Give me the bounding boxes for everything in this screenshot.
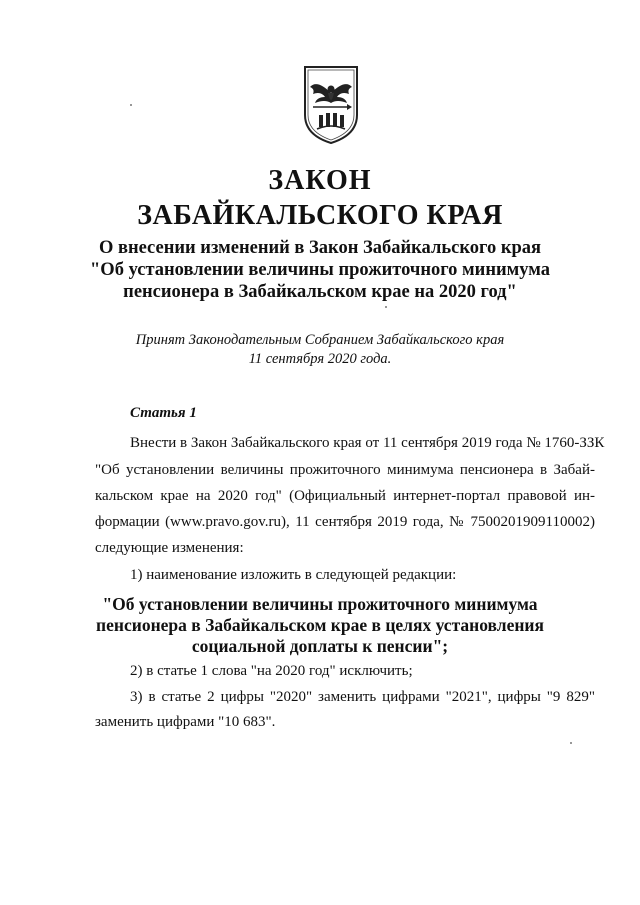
scan-speck bbox=[570, 742, 572, 744]
coat-of-arms-icon bbox=[299, 63, 363, 145]
article-text-line: формации (www.pravo.gov.ru), 11 сентября 2019 года, № 7500201909110002) bbox=[95, 514, 595, 530]
article-text-line: 2) в статье 1 слова "на 2020 год" исключить; bbox=[130, 663, 413, 679]
article-text-line: 1) наименование изложить в следующей редакции: bbox=[130, 567, 457, 583]
new-title-quote: пенсионера в Забайкальском крае в целях установления bbox=[96, 615, 544, 635]
new-title-quote: "Об установлении величины прожиточного минимума bbox=[102, 594, 538, 614]
region-title: ЗАБАЙКАЛЬСКОГО КРАЯ bbox=[137, 200, 503, 231]
subtitle-line: О внесении изменений в Закон Забайкальского края bbox=[98, 238, 542, 258]
adoption-date: 11 сентября 2020 года. bbox=[248, 351, 392, 367]
article-heading: Статья 1 bbox=[130, 405, 197, 421]
article-text-line: "Об установлении величины прожиточного минимума пенсионера в Забай- bbox=[95, 462, 595, 478]
article-text-line: кальском крае на 2020 год" (Официальный интернет-портал правовой ин- bbox=[95, 488, 595, 504]
article-text-line: 3) в статье 2 цифры "2020" заменить цифрами "2021", цифры "9 829" bbox=[130, 689, 595, 705]
adoption-note: Принят Законодательным Собранием Забайкальского края bbox=[135, 332, 505, 348]
scan-speck bbox=[130, 104, 132, 106]
law-title: ЗАКОН bbox=[268, 165, 372, 196]
scan-speck bbox=[385, 306, 387, 308]
new-title-quote: социальной доплаты к пенсии"; bbox=[191, 636, 449, 656]
article-text-line: следующие изменения: bbox=[95, 540, 244, 556]
subtitle-line: пенсионера в Забайкальском крае на 2020 год" bbox=[123, 282, 517, 302]
article-text-line: заменить цифрами "10 683". bbox=[95, 714, 276, 730]
article-text-line: Внести в Закон Забайкальского края от 11 сентября 2019 года № 1760-ЗЗК bbox=[130, 435, 605, 451]
subtitle-line: "Об установлении величины прожиточного минимума bbox=[90, 260, 550, 280]
